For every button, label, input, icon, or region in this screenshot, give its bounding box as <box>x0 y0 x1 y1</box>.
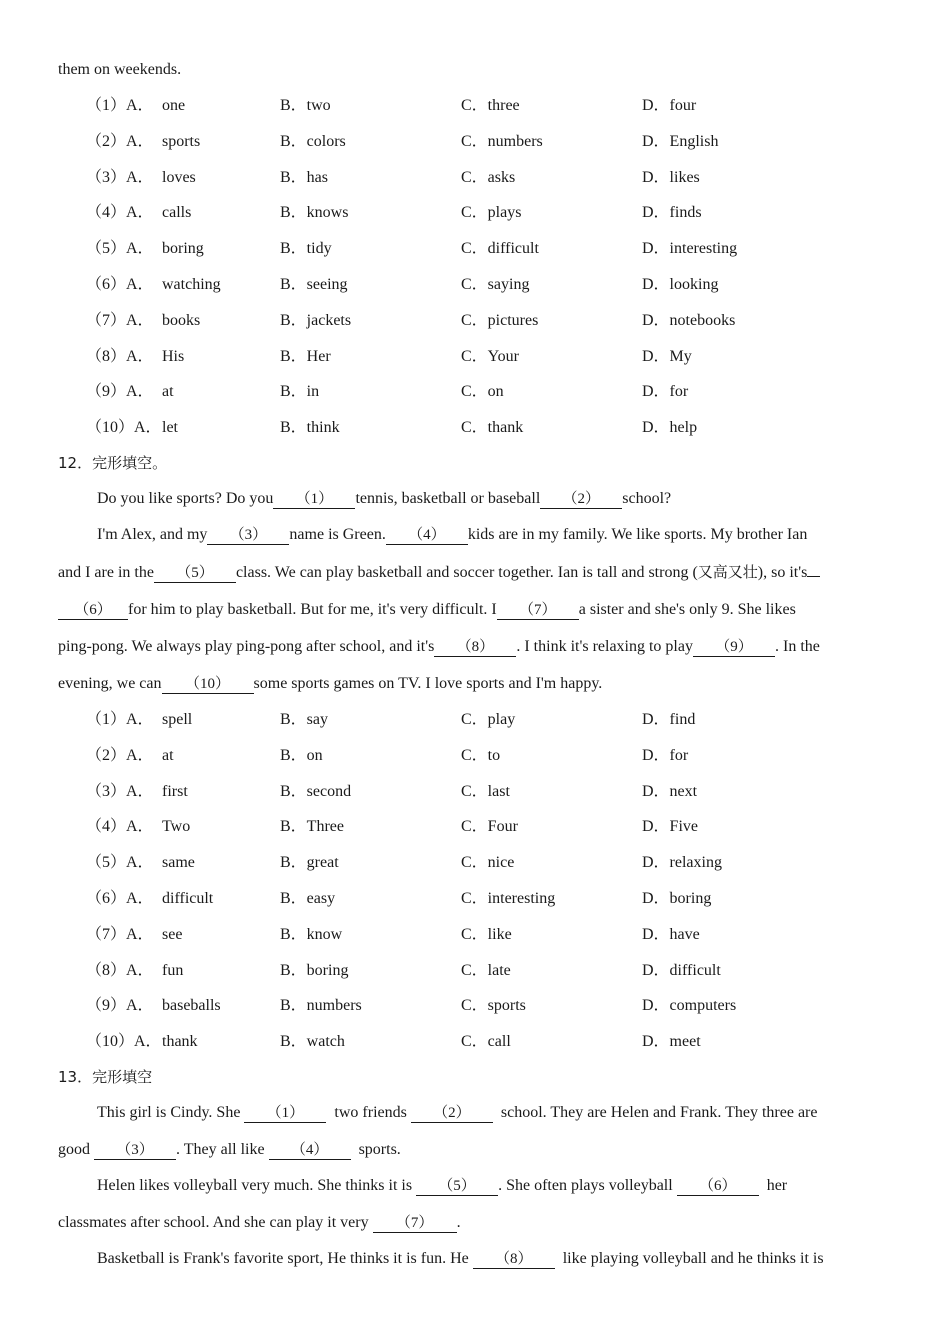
option-c[interactable]: C．plays <box>461 204 522 222</box>
option-number: （3）A． <box>86 782 154 800</box>
blank-6: （6） <box>677 1177 759 1196</box>
blank-7: （7） <box>497 601 579 620</box>
option-number: （7）A． <box>86 311 154 329</box>
q12-line-6: evening, we can （10） some sports games on TV. I love sports and I'm happy. <box>58 675 603 692</box>
blank-4: （4） <box>386 526 468 545</box>
option-a[interactable]: same <box>162 854 195 872</box>
option-d[interactable]: D．next <box>642 782 698 800</box>
option-b[interactable]: B．on <box>280 746 323 764</box>
option-c[interactable]: C．saying <box>461 276 530 293</box>
option-b[interactable]: B．numbers <box>280 997 362 1015</box>
option-c[interactable]: C．three <box>461 97 520 114</box>
blank-8: （8） <box>473 1250 555 1269</box>
option-c[interactable]: C．sports <box>461 997 526 1015</box>
option-b[interactable]: B．has <box>280 168 329 186</box>
option-number: （4）A． <box>86 818 154 836</box>
option-c[interactable]: C．asks <box>461 168 516 186</box>
blank-8: （8） <box>434 638 516 657</box>
option-a[interactable]: see <box>162 925 183 943</box>
blank-6-start <box>807 576 820 577</box>
option-b[interactable]: B．easy <box>280 890 336 907</box>
option-number: （6）A． <box>86 276 154 293</box>
option-d[interactable]: D．have <box>642 925 700 943</box>
option-d[interactable]: D．boring <box>642 890 712 907</box>
q12-line-4: （6） for him to play basketball. But for me, it's very difficult. I （7） a sister and she's only 9. She likes <box>58 600 796 620</box>
option-c[interactable]: C．late <box>461 961 511 979</box>
option-a[interactable]: thank <box>162 1033 198 1051</box>
option-a[interactable]: books <box>162 311 201 329</box>
q12-line-2: I'm Alex, and my （3） name is Green. （4） kids are in my family. We like sports. My brother Ian <box>97 526 808 543</box>
option-number: （5）A． <box>86 854 154 872</box>
option-d[interactable]: D．English <box>642 132 719 150</box>
option-b[interactable]: B．jackets <box>280 311 352 329</box>
q11-option-row <box>0 168 950 188</box>
q13-line-2: good （3） . They all like （4） sports. <box>58 1141 401 1158</box>
option-b[interactable]: B．think <box>280 419 340 437</box>
q13-line-3: Helen likes volleyball very much. She thinks it is （5） . She often plays volleyball （6） her <box>97 1177 788 1194</box>
blank-6: （6） <box>58 601 128 620</box>
option-c[interactable]: C．last <box>461 782 510 800</box>
q11-option-row <box>0 347 950 367</box>
option-number: （3）A． <box>86 168 154 186</box>
option-b[interactable]: B．watch <box>280 1033 345 1051</box>
q12-option-row <box>0 782 950 802</box>
option-b[interactable]: B．tidy <box>280 240 332 258</box>
option-a[interactable]: watching <box>162 276 221 293</box>
option-b[interactable]: B．second <box>280 782 352 800</box>
option-d[interactable]: D．computers <box>642 997 737 1015</box>
q11-option-row <box>0 418 950 438</box>
q11-option-row <box>0 203 950 223</box>
q12-heading: 12．完形填空。 <box>58 454 168 472</box>
blank-1: （1） <box>273 490 355 509</box>
option-a[interactable]: difficult <box>162 890 214 907</box>
option-c[interactable]: C．Your <box>461 347 519 365</box>
q12-option-row <box>0 817 950 837</box>
option-a[interactable]: let <box>162 419 178 437</box>
option-number: （5）A． <box>86 240 154 258</box>
q11-option-row <box>0 382 950 402</box>
option-d[interactable]: D．help <box>642 419 698 437</box>
blank-10: （10） <box>162 675 254 694</box>
q13-line-4: classmates after school. And she can play it very （7） . <box>58 1214 461 1231</box>
option-b[interactable]: B．boring <box>280 961 349 979</box>
option-d[interactable]: D．relaxing <box>642 854 722 872</box>
blank-5: （5） <box>416 1177 498 1196</box>
blank-9: （9） <box>693 638 775 657</box>
option-c[interactable]: C．nice <box>461 854 515 872</box>
option-b[interactable]: B．two <box>280 97 331 114</box>
option-a[interactable]: boring <box>162 240 204 258</box>
option-a[interactable]: His <box>162 347 185 365</box>
q11-option-row <box>0 132 950 152</box>
option-number: （4）A． <box>86 204 154 222</box>
blank-4: （4） <box>269 1141 351 1160</box>
blank-2: （2） <box>540 490 622 509</box>
option-c[interactable]: C．thank <box>461 419 524 437</box>
q11-passage-tail: them on weekends. <box>58 61 182 78</box>
option-d[interactable]: D．Five <box>642 818 699 836</box>
option-b[interactable]: B．seeing <box>280 276 348 293</box>
option-c[interactable]: C．like <box>461 925 512 943</box>
option-b[interactable]: B．know <box>280 925 343 943</box>
option-number: （8）A． <box>86 347 154 365</box>
option-a[interactable]: Two <box>162 818 191 836</box>
option-number: （9）A． <box>86 997 154 1015</box>
option-c[interactable]: C．Four <box>461 818 518 836</box>
q11-option-row <box>0 239 950 259</box>
option-b[interactable]: B．say <box>280 711 329 728</box>
blank-5: （5） <box>154 564 236 583</box>
option-d[interactable]: D．likes <box>642 168 700 186</box>
blank-3: （3） <box>94 1141 176 1160</box>
q12-option-row <box>0 961 950 981</box>
option-a[interactable]: at <box>162 383 174 401</box>
option-d[interactable]: D．My <box>642 347 692 365</box>
option-number: （1）A． <box>86 711 154 728</box>
option-d[interactable]: D．four <box>642 97 697 114</box>
option-number: （10）A． <box>86 419 162 437</box>
q12-option-row <box>0 1032 950 1052</box>
q12-option-row <box>0 746 950 766</box>
option-number: （6）A． <box>86 890 154 907</box>
option-number: （7）A． <box>86 925 154 943</box>
q12-line-5: ping-pong. We always play ping-pong after school, and it's （8） . I think it's relaxing to play （9） . In the <box>58 638 820 655</box>
option-b[interactable]: B．great <box>280 854 339 872</box>
q12-line-3: and I are in the （5） class. We can play basketball and soccer together. Ian is tall and strong (又高又壮), so it's <box>58 562 820 583</box>
option-a[interactable]: baseballs <box>162 997 221 1015</box>
option-d[interactable]: D．finds <box>642 204 702 222</box>
option-d[interactable]: D．meet <box>642 1033 701 1051</box>
option-number: （2）A． <box>86 746 154 764</box>
option-a[interactable]: loves <box>162 168 196 186</box>
option-c[interactable]: C．pictures <box>461 311 539 329</box>
option-c[interactable]: C．difficult <box>461 240 539 258</box>
option-c[interactable]: C．numbers <box>461 132 543 150</box>
option-a[interactable]: one <box>162 97 186 114</box>
option-b[interactable]: B．colors <box>280 132 346 150</box>
option-d[interactable]: D．difficult <box>642 961 721 979</box>
option-number: （8）A． <box>86 961 154 979</box>
option-a[interactable]: sports <box>162 132 201 150</box>
q11-option-row <box>0 275 950 295</box>
q12-option-row <box>0 710 950 730</box>
blank-3: （3） <box>207 526 289 545</box>
option-c[interactable]: C．on <box>461 383 504 401</box>
option-a[interactable]: spell <box>162 711 193 728</box>
option-b[interactable]: B．Three <box>280 818 344 836</box>
q13-line-1: This girl is Cindy. She （1） two friends （2） school. They are Helen and Frank. They three are <box>97 1104 818 1121</box>
q12-option-row <box>0 996 950 1016</box>
option-d[interactable]: D．find <box>642 711 696 728</box>
blank-2: （2） <box>411 1104 493 1123</box>
option-number: （9）A． <box>86 383 154 401</box>
option-a[interactable]: fun <box>162 961 184 979</box>
option-a[interactable]: first <box>162 782 188 800</box>
q11-option-row <box>0 96 950 116</box>
option-d[interactable]: D．for <box>642 746 689 764</box>
option-b[interactable]: B．knows <box>280 204 349 222</box>
q13-heading: 13．完形填空 <box>58 1068 153 1086</box>
option-a[interactable]: calls <box>162 204 192 222</box>
option-c[interactable]: C．to <box>461 746 501 764</box>
option-d[interactable]: D．notebooks <box>642 311 736 329</box>
q12-line-1: Do you like sports? Do you （1） tennis, basketball or baseball （2） school? <box>97 490 672 507</box>
q13-line-5: Basketball is Frank's favorite sport, He thinks it is fun. He （8） like playing volleyball and he thinks it is <box>97 1250 824 1267</box>
q12-option-row <box>0 853 950 873</box>
q12-option-row <box>0 889 950 909</box>
blank-1: （1） <box>244 1104 326 1123</box>
option-b[interactable]: B．Her <box>280 347 331 365</box>
q11-option-row <box>0 311 950 331</box>
option-number: （10）A． <box>86 1033 162 1051</box>
option-d[interactable]: D．interesting <box>642 240 738 258</box>
option-c[interactable]: C．call <box>461 1033 511 1051</box>
blank-7: （7） <box>373 1214 457 1233</box>
option-number: （2）A． <box>86 132 154 150</box>
option-d[interactable]: D．looking <box>642 276 719 293</box>
q12-option-row <box>0 925 950 945</box>
option-d[interactable]: D．for <box>642 383 689 401</box>
option-a[interactable]: at <box>162 746 174 764</box>
option-number: （1）A． <box>86 97 154 114</box>
option-c[interactable]: C．interesting <box>461 890 556 907</box>
option-c[interactable]: C．play <box>461 711 516 728</box>
option-b[interactable]: B．in <box>280 383 320 401</box>
